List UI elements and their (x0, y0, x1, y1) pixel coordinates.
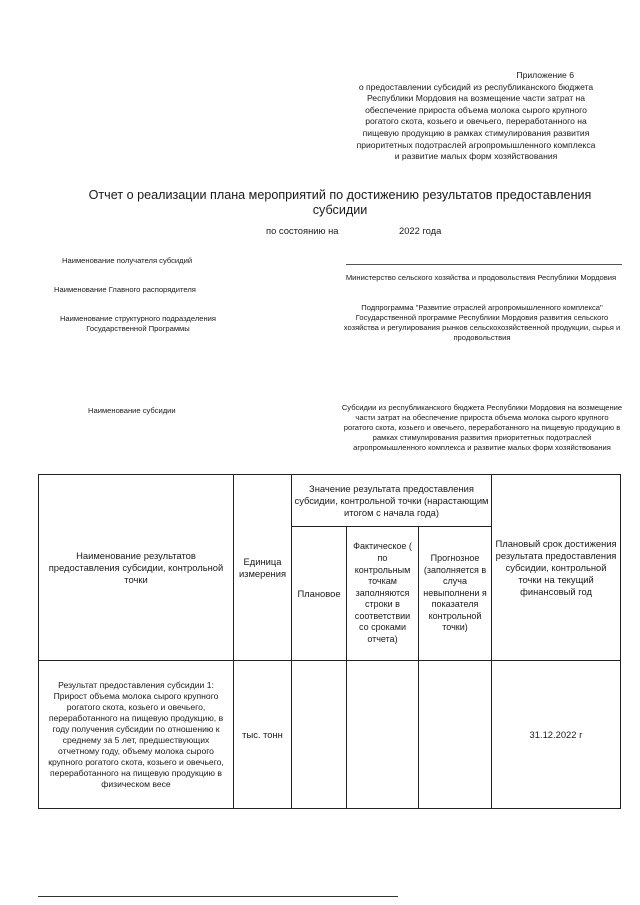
as-of-year: 2022 года (399, 225, 442, 236)
header-forecast: Прогнозное (заполняется в случа невыполнени я показателя контрольной точки) (419, 527, 492, 661)
recipient-label: Наименование получателя субсидий (62, 256, 193, 265)
header-planned: Плановое (292, 527, 347, 661)
report-title-line: Отчет о реализации плана мероприятий по достижению результатов предоставления (88, 188, 592, 202)
row-result-name: Результат предоставления субсидии 1: Прирост объема молока сырого крупного рогатого скота, козьего и овечьего, переработанного на пищевую продукцию, в году получения субсидии по отношению к среднему за 5 лет, предшествующих отчетному году, объему молока сырого крупного рогатого скота, козьего и овечьего, переработанного на пищевую продукцию в физическом весе (39, 661, 234, 809)
appendix-line: о предоставлении субсидий из республиканского бюджета (358, 81, 594, 92)
report-title (60, 188, 620, 218)
appendix-line: Республики Мордовия на возмещение части затрат на (366, 93, 586, 104)
header-unit: Единица измерения (234, 475, 292, 661)
report-table (38, 474, 621, 809)
main-manager-label: Наименование Главного распорядителя (54, 285, 196, 294)
appendix-line: пищевую продукцию в рамках стимулирования развития (362, 127, 590, 138)
row-forecast (419, 661, 492, 809)
appendix-line: рогатого скота, козьего и овечьего, переработанного на (365, 116, 587, 127)
footer-rule (38, 896, 398, 897)
header-result-name: Наименование результатов предоставления субсидии, контрольной точки (39, 475, 234, 661)
row-actual (347, 661, 419, 809)
header-planned-deadline: Плановый срок достижения результата предоставления субсидии, контрольной точки на текущий финансовый год (492, 475, 621, 661)
table-row (39, 661, 621, 809)
division-label: Наименование структурного подразделения Государственной Программы (59, 314, 217, 333)
appendix-line: приоритетных подотраслей агропромышленного комплекса (356, 139, 596, 150)
recipient-underline (346, 264, 622, 265)
division-value: Подпрограмма "Развитие отраслей агропромышленного комплекса" Государственной программе Республики Мордовия развития сельского хозяйства и регулирования рынков сельскохозяйственной продукции, сырья и продовольствия (343, 303, 621, 342)
row-deadline: 31.12.2022 г (492, 661, 621, 809)
appendix-header (330, 70, 622, 163)
header-actual: Фактическое ( по контрольным точкам заполняются строки в соответствии со сроками отчета) (347, 527, 419, 661)
subsidy-value: Субсидии из республиканского бюджета Республики Мордовия на возмещение части затрат на обеспечение прироста объема молока сырого крупного рогатого скота, козьего и овечьего, переработанного на пищевую продукцию в рамках стимулирования развития приоритетных подотраслей агропромышленного комплекса и развитие малых форм хозяйствования (341, 403, 623, 452)
row-unit: тыс. тонн (234, 661, 292, 809)
report-title-line: субсидии (312, 203, 368, 217)
row-planned (292, 661, 347, 809)
main-manager-value: Министерство сельского хозяйства и продовольствия Республики Мордовия (345, 273, 617, 282)
appendix-number: Приложение 6 (516, 70, 574, 80)
as-of-prefix: по состоянию на (266, 225, 339, 236)
subsidy-label: Наименование субсидии (88, 406, 176, 415)
appendix-line: обеспечение прироста объема молока сырого крупного (365, 104, 587, 115)
appendix-line: и развитие малых форм хозяйствования (394, 151, 558, 162)
header-value-group: Значение результата предоставления субсидии, контрольной точки (нарастающим итогом с начала года) (292, 475, 492, 527)
